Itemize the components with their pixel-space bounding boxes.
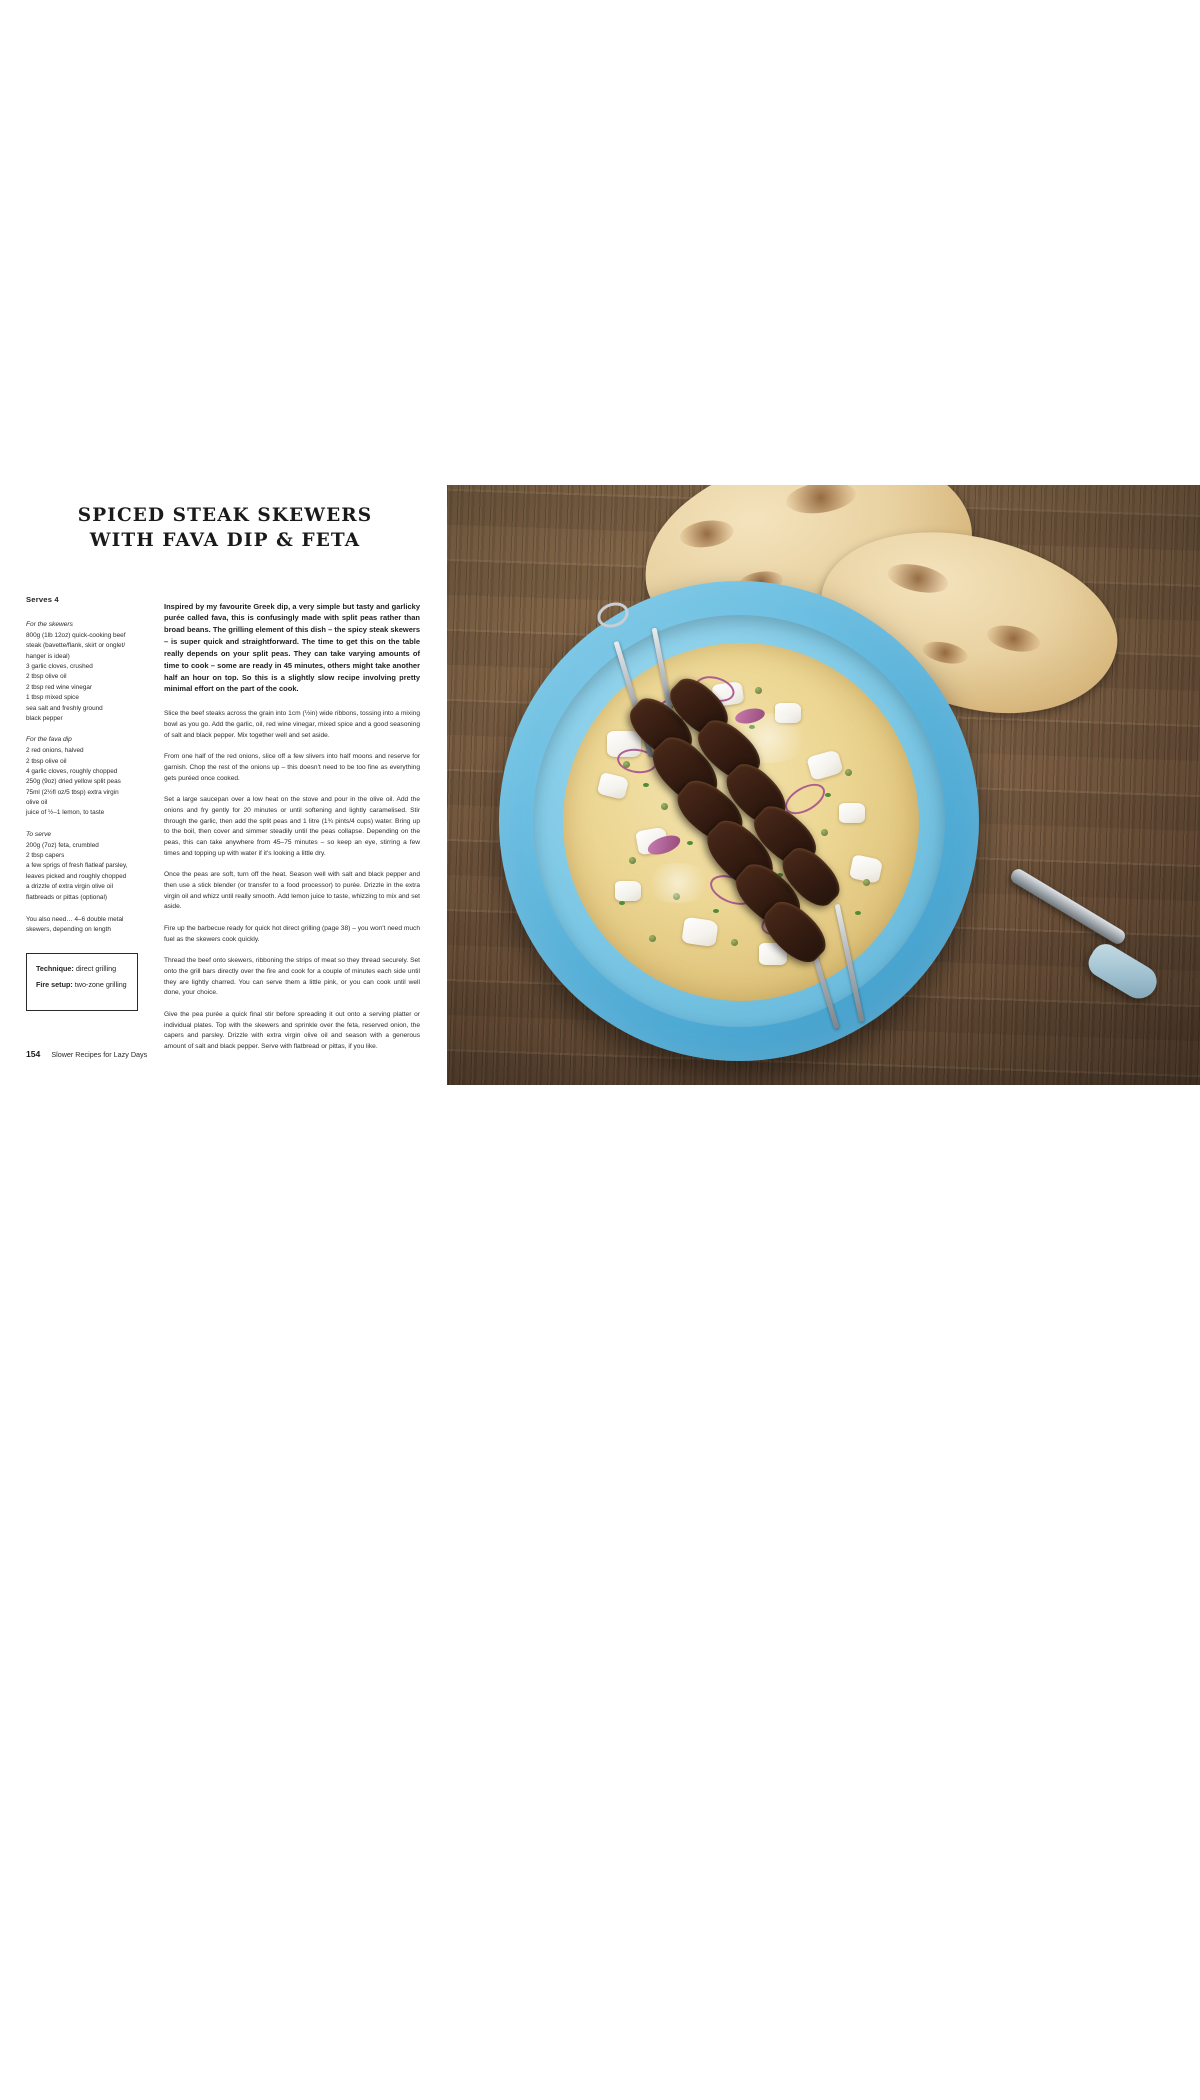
recipe-intro: Inspired by my favourite Greek dip, a very simple but tasty and garlicky purée called fava, this is confusingly made with split peas rather than broad beans. The grilling element of this dish – the spicy steak skewers – is super quick and straightforward. The time to get this on the table really depends on your split peas. They can take varying amounts of time to cook – some are ready in 45 minutes, others might take another half an hour on top. So this is a slightly slow recipe involving pretty minimal effort on the part of the cook. <box>164 601 420 694</box>
ingredient-group-fava-dip <box>26 735 144 819</box>
method-step: Once the peas are soft, turn off the heat. Season well with salt and black pepper and then use a stick blender (or transfer to a food processor) to purée. Drizzle in the extra virgin oil and whizz until really smooth. Add lemon juice to taste, whizzing to mix and set aside. <box>164 871 420 911</box>
ingredient-item: 2 red onions, halved <box>26 747 84 755</box>
recipe-spread <box>0 485 1200 1085</box>
ingredient-group-skewers <box>26 620 144 724</box>
page-footer <box>26 1049 147 1059</box>
method-step: Give the pea purée a quick final stir before spreading it out onto a serving platter or individual plates. Top with the skewers and sprinkle over the feta, reserved onion, the capers and parsley. Drizzle with extra virgin olive oil and season with a generous amount of salt and black pepper. Serve with flatbread or pittas, if you like. <box>164 1011 420 1051</box>
ingredient-item: a drizzle of extra virgin olive oil <box>26 883 114 891</box>
recipe-photograph <box>447 485 1200 1085</box>
ingredient-item: juice of ½–1 lemon, to taste <box>26 809 105 817</box>
ingredient-group-heading: To serve <box>26 830 52 838</box>
ingredient-item: steak (bavette/flank, skirt or onglet/ <box>26 642 126 650</box>
ingredient-item: a few sprigs of fresh flatleaf parsley, <box>26 862 128 870</box>
method-step: Set a large saucepan over a low heat on the stove and pour in the olive oil. Add the onions and fry gently for 20 minutes or until softening and lightly caramelised. Stir through the garlic, then add the split peas and 1 litre (1¾ pints/4 cups) water. Bring up to the boil, then cover and simmer steadily until the peas collapse. Depending on the peas, this can take anywhere from 45–75 minutes – so keep an eye, stirring a few times and topping up with water if it's looking a little dry. <box>164 796 420 857</box>
ingredient-item: 1 tbsp mixed spice <box>26 694 79 702</box>
ingredient-item: hanger is ideal) <box>26 652 70 660</box>
method-step: Thread the beef onto skewers, ribboning the strips of meat so they thread securely. Set onto the grill bars directly over the fire and cook for a couple of minutes each side until they are lightly charred. You can serve them a little pink, or you can cook until well done, your choice. <box>164 957 420 997</box>
ingredient-item: 75ml (2½fl oz/5 tbsp) extra virgin <box>26 788 119 796</box>
ingredient-item: 2 tbsp olive oil <box>26 673 67 681</box>
ingredients-column <box>26 595 144 936</box>
ingredient-group-to-serve <box>26 830 144 903</box>
ingredient-item: 250g (9oz) dried yellow split peas <box>26 778 121 786</box>
fire-setup-label: Fire setup: <box>36 979 73 989</box>
recipe-title-line-2: WITH FAVA DIP & FETA <box>89 530 361 552</box>
ingredient-item: olive oil <box>26 799 48 807</box>
ingredient-item: 3 garlic cloves, crushed <box>26 663 93 671</box>
method-step: From one half of the red onions, slice off a few slivers into half moons and reserve for garnish. Chop the rest of the onions up – this doesn't need to be too fine as everything gets puréed once cooked. <box>164 753 420 782</box>
ingredient-item: 4 garlic cloves, roughly chopped <box>26 767 118 775</box>
method-column <box>164 593 420 1064</box>
recipe-text-page <box>0 485 447 1085</box>
ingredient-item: flatbreads or pittas (optional) <box>26 893 107 901</box>
method-step: Slice the beef steaks across the grain into 1cm (½in) wide ribbons, tossing into a mixing bowl as you go. Add the garlic, oil, red wine vinegar, mixed spice and a good seasoning of salt and black pepper. Mix together well and set aside. <box>164 710 420 739</box>
page-number: 154 <box>26 1049 41 1059</box>
fire-setup-value: two-zone grilling <box>74 979 127 989</box>
ingredient-group-heading: For the fava dip <box>26 736 72 744</box>
recipe-title <box>30 503 420 553</box>
ingredient-item: sea salt and freshly ground <box>26 704 103 712</box>
technique-row <box>36 964 129 975</box>
fire-setup-row <box>36 980 129 991</box>
also-need-note: You also need… 4–6 double metal skewers, depending on length <box>26 915 124 934</box>
serves-label: Serves 4 <box>26 595 59 604</box>
technique-label: Technique: <box>36 964 74 973</box>
technique-value: direct grilling <box>75 964 117 973</box>
technique-box <box>26 953 138 1011</box>
ingredient-group-heading: For the skewers <box>26 621 73 628</box>
method-step: Fire up the barbecue ready for quick hot direct grilling (page 38) – you won't need much fuel as the skewers cook quickly. <box>164 925 420 943</box>
ingredient-item: black pepper <box>26 714 63 722</box>
ingredient-item: 2 tbsp olive oil <box>26 757 67 765</box>
ingredient-item: 200g (7oz) feta, crumbled <box>26 841 99 849</box>
ingredient-item: 2 tbsp red wine vinegar <box>26 683 93 691</box>
recipe-title-line-1: SPICED STEAK SKEWERS <box>77 505 373 526</box>
ingredient-item: 2 tbsp capers <box>26 852 65 860</box>
ingredient-item: 800g (1lb 12oz) quick-cooking beef <box>26 631 126 639</box>
ingredient-item: leaves picked and roughly chopped <box>26 872 127 880</box>
blue-plate <box>499 581 979 1061</box>
book-title: Slower Recipes for Lazy Days <box>51 1050 148 1059</box>
